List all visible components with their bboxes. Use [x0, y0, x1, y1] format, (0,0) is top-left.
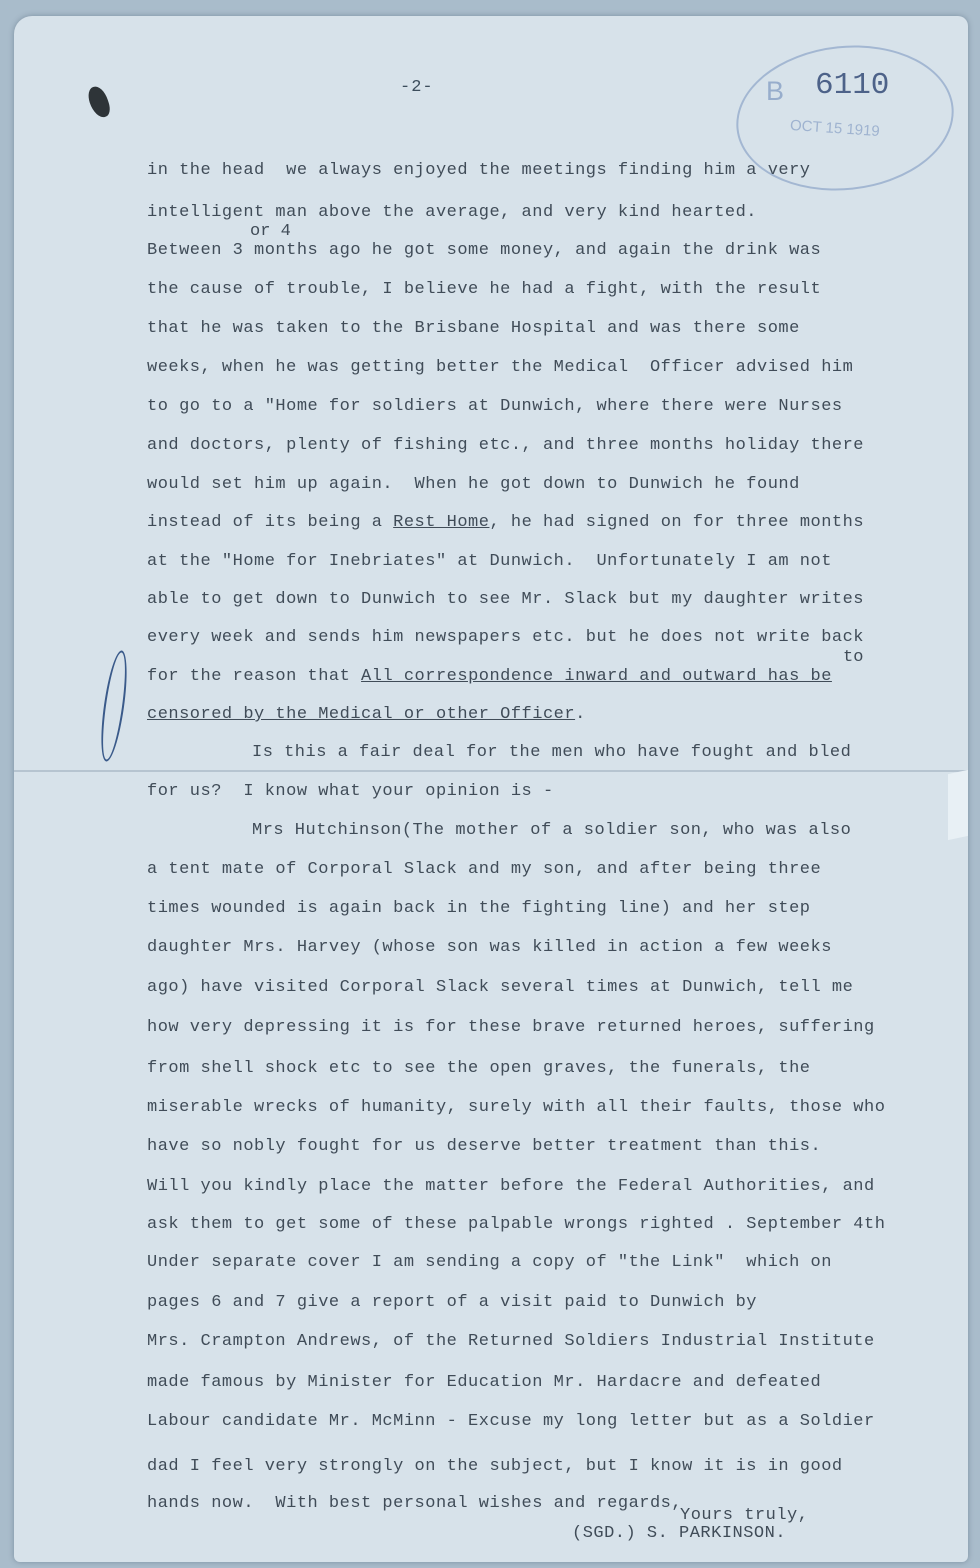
stamp-number: 6110: [815, 68, 890, 103]
insert-to: to: [843, 648, 864, 667]
text-line-23: how very depressing it is for these brave returned heroes, suffering: [147, 1018, 875, 1037]
text-line-18: Mrs Hutchinson(The mother of a soldier son, who was also: [252, 821, 852, 840]
text-line-35: hands now. With best personal wishes and regards,: [147, 1494, 683, 1513]
text-line-8: and doctors, plenty of fishing etc., and three months holiday there: [147, 436, 865, 455]
text-line-32: made famous by Minister for Education Mr. Hardacre and defeated: [147, 1373, 822, 1392]
text-line-12: able to get down to Dunwich to see Mr. Slack but my daughter writes: [147, 590, 865, 609]
signature-line: (SGD.) S. PARKINSON.: [572, 1524, 787, 1543]
text-line-25: miserable wrecks of humanity, surely with all their faults, those who: [147, 1098, 886, 1117]
text-line-5: that he was taken to the Brisbane Hospital and was there some: [147, 319, 800, 338]
insert-or-4: or 4: [250, 222, 291, 241]
text-line-14: [147, 667, 832, 687]
censored-underlined: censored by the Medical or other Officer: [147, 705, 576, 724]
text-line-28: ask them to get some of these palpable wrongs righted . September 4th: [147, 1215, 886, 1234]
text-line-29: Under separate cover I am sending a copy of "the Link" which on: [147, 1253, 832, 1272]
text-line-6: weeks, when he was getting better the Medical Officer advised him: [147, 358, 854, 377]
paper-fold-crease: [14, 770, 968, 772]
stamp-date: OCT 15 1919: [789, 116, 881, 141]
text-line-14-start: for the reason that: [147, 667, 362, 686]
text-line-15: [147, 705, 586, 725]
text-line-24: from shell shock etc to see the open graves, the funerals, the: [147, 1059, 811, 1078]
text-line-17: for us? I know what your opinion is -: [147, 782, 554, 801]
paper-tear-edge: [948, 770, 968, 840]
closing-salutation: Yours truly,: [680, 1506, 809, 1525]
text-line-19: a tent mate of Corporal Slack and my son, and after being three: [147, 860, 822, 879]
text-line-13: every week and sends him newspapers etc. but he does not write back: [147, 628, 865, 647]
stamp-letter: B: [766, 76, 785, 106]
text-line-26: have so nobly fought for us deserve better treatment than this.: [147, 1137, 822, 1156]
text-line-1: in the head we always enjoyed the meetings finding him a very: [147, 161, 811, 180]
text-line-21: daughter Mrs. Harvey (whose son was killed in action a few weeks: [147, 938, 832, 957]
text-line-22: ago) have visited Corporal Slack several times at Dunwich, tell me: [147, 978, 854, 997]
text-line-10: [147, 513, 864, 533]
text-line-7: to go to a "Home for soldiers at Dunwich, where there were Nurses: [147, 397, 843, 416]
text-line-3: Between 3 months ago he got some money, and again the drink was: [147, 241, 822, 260]
text-line-4: the cause of trouble, I believe he had a fight, with the result: [147, 280, 822, 299]
correspondence-underlined: All correspondence inward and outward has be: [361, 667, 832, 686]
page-number: -2-: [400, 78, 434, 97]
rest-home-underlined: Rest Home: [393, 513, 490, 532]
text-line-15-end: .: [575, 705, 586, 724]
text-line-10-end: , he had signed on for three months: [489, 513, 865, 532]
text-line-2: intelligent man above the average, and very kind hearted.: [147, 203, 757, 222]
text-line-34: dad I feel very strongly on the subject, but I know it is in good: [147, 1457, 843, 1476]
text-line-27: Will you kindly place the matter before the Federal Authorities, and: [147, 1177, 875, 1196]
text-line-11: at the "Home for Inebriates" at Dunwich. Unfortunately I am not: [147, 552, 832, 571]
text-line-31: Mrs. Crampton Andrews, of the Returned Soldiers Industrial Institute: [147, 1332, 875, 1351]
text-line-33: Labour candidate Mr. McMinn - Excuse my long letter but as a Soldier: [147, 1412, 875, 1431]
text-line-20: times wounded is again back in the fighting line) and her step: [147, 899, 811, 918]
text-line-30: pages 6 and 7 give a report of a visit paid to Dunwich by: [147, 1293, 757, 1312]
text-line-10-start: instead of its being a: [147, 513, 394, 532]
text-line-16: Is this a fair deal for the men who have fought and bled: [252, 743, 852, 762]
text-line-9: would set him up again. When he got down to Dunwich he found: [147, 475, 800, 494]
